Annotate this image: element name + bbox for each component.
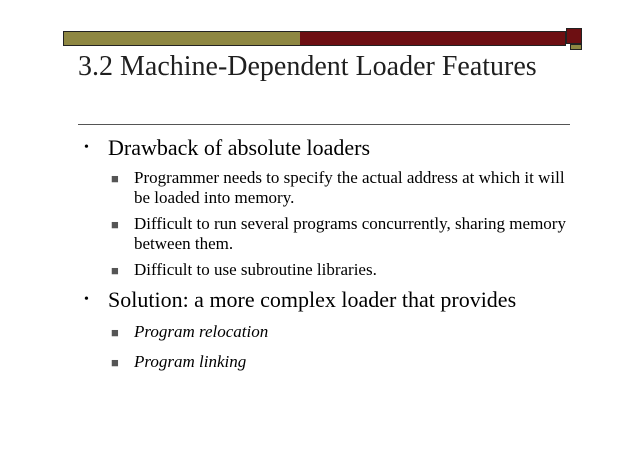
bullet-marker: • (84, 292, 89, 307)
sub-bullet-text: Program linking (134, 352, 247, 371)
header-bar-maroon-segment (300, 32, 565, 45)
bullet-solution (78, 286, 578, 314)
sub-bullet-text: Difficult to run several programs concurrently, sharing memory between them. (134, 214, 566, 253)
sub-bullet-item (78, 168, 578, 208)
sub-bullet-item (78, 260, 578, 280)
slide-content (78, 134, 578, 380)
square-bullet-marker: ■ (111, 217, 119, 232)
square-bullet-marker: ■ (111, 355, 119, 370)
title-underline (78, 124, 570, 125)
square-bullet-marker: ■ (111, 325, 119, 340)
sub-bullet-item (78, 350, 578, 374)
corner-small-square-decoration (570, 44, 582, 50)
corner-square-decoration (566, 28, 582, 44)
bullet-text: Solution: a more complex loader that provides (108, 287, 517, 312)
bullet-marker: • (84, 140, 89, 155)
square-bullet-marker: ■ (111, 171, 119, 186)
bullet-text: Drawback of absolute loaders (108, 135, 371, 160)
sub-bullet-text: Difficult to use subroutine libraries. (134, 260, 377, 279)
bullet-drawback (78, 134, 578, 162)
header-decorative-bar (63, 31, 566, 46)
sub-bullet-text: Program relocation (134, 322, 269, 341)
slide-title: 3.2 Machine-Dependent Loader Features (78, 51, 537, 82)
header-bar-olive-segment (64, 32, 300, 45)
sub-bullet-item (78, 214, 578, 254)
sub-bullet-text: Programmer needs to specify the actual address at which it will be loaded into memory. (134, 168, 565, 207)
sub-bullet-item (78, 320, 578, 344)
square-bullet-marker: ■ (111, 263, 119, 278)
